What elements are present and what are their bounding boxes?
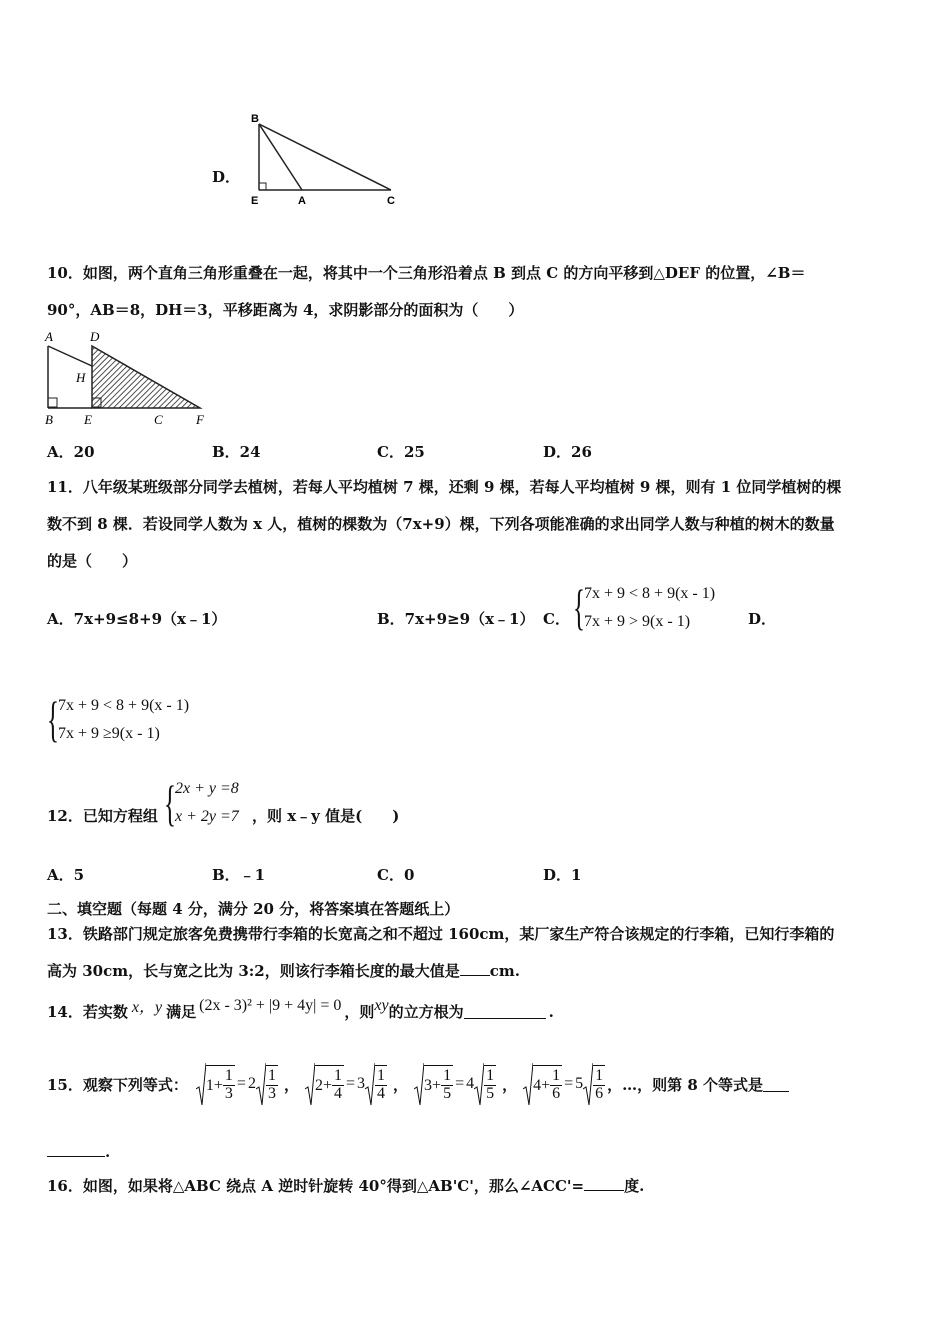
q15-eq-2: 2 + $\frac{1}{4}$ = 3 $\frac{1}{4}$ <box>305 1061 387 1107</box>
q10-label-h: H <box>76 370 86 385</box>
q13-answer-blank[interactable] <box>460 961 490 976</box>
q15-eq-4: 4 + $\frac{1}{6}$ = 5 $\frac{1}{6}$ <box>523 1061 605 1107</box>
q16-line <box>47 1175 644 1196</box>
q14-post: ，则 <box>344 1003 375 1021</box>
q10-option-c[interactable]: C．25 <box>377 443 425 461</box>
q11-option-d-ineq2: 7x + 9 ≥9(x - 1) <box>58 725 160 742</box>
q15-eq4-den: 6 <box>552 1085 561 1102</box>
q14-xy: xy <box>374 996 389 1014</box>
q11-option-d-ineq1: 7x + 9 < 8 + 9(x - 1) <box>58 697 190 714</box>
q14-prefix: 14．若实数 <box>47 1003 128 1021</box>
q15-eq3-coef: 4 <box>466 1075 475 1092</box>
q11-line2: 数不到 8 棵．若设同学人数为 x 人，植树的棵数为（7x+9）棵，下列各项能准确的求出同学人数与种植的树木的数量 <box>47 515 835 533</box>
fig-d-triangle <box>245 110 405 210</box>
q15-answer-blank-1[interactable] <box>763 1077 789 1092</box>
q10-label-b: B <box>45 412 53 427</box>
q11-option-d-label[interactable]: D． <box>748 610 777 628</box>
q12-eq2: x + 2y =7 <box>175 808 239 825</box>
q15-eq4-rden: 6 <box>595 1085 604 1102</box>
q15-eq3-num: 1 <box>443 1067 452 1085</box>
q15-eq2-rnum: 1 <box>377 1067 386 1085</box>
q10-figure <box>40 328 215 428</box>
q15-tail: ，…，则第 8 个等式是 <box>607 1075 764 1094</box>
q11-line1: 11．八年级某班级部分同学去植树，若每人平均植树 7 棵，还剩 9 棵，若每人平均植树 9 棵，则有 1 位同学植树的棵 <box>47 478 842 496</box>
q15-eq4-rnum: 1 <box>595 1067 604 1085</box>
q16-end: 度. <box>624 1177 645 1195</box>
q15-prefix: 15．观察下列等式： <box>47 1075 188 1094</box>
fig-d-option-label: D． <box>212 168 241 186</box>
q15-eq-1: 1 + $\frac{1}{3}$ = 2 $\frac{1}{3}$ <box>196 1061 278 1107</box>
q15-eq-3: 3 + $\frac{1}{5}$ = 4 $\frac{1}{5}$ <box>414 1061 496 1107</box>
q14-expr: (2x - 3)² + |9 + 4y| = 0 <box>199 996 342 1014</box>
q13-line2-text: 高为 30cm，长与宽之比为 3:2，则该行李箱长度的最大值是 <box>47 962 460 980</box>
q11-option-d-brace: { <box>47 691 59 747</box>
fig-d-label-c: C <box>387 195 395 207</box>
q10-line1: 10．如图，两个直角三角形重叠在一起，将其中一个三角形沿着点 B 到点 C 的方向平移到△DEF 的位置，∠B＝ <box>47 264 806 282</box>
q15-eq3-rden: 5 <box>486 1085 495 1102</box>
q15-line2 <box>47 1142 110 1161</box>
fig-d-label-b: B <box>251 113 259 125</box>
q12-option-b[interactable]: B．﹣1 <box>212 866 266 884</box>
q15-eq2-int: 2 <box>314 1076 323 1094</box>
q11-option-a[interactable]: A．7x+9≤8+9（x﹣1） <box>47 610 227 628</box>
q15-eq1-rden: 3 <box>267 1085 276 1102</box>
q12-option-c[interactable]: C．0 <box>377 866 415 884</box>
q12-eq1: 2x + y =8 <box>175 780 239 797</box>
q10-option-d[interactable]: D．26 <box>543 443 592 461</box>
q16-answer-blank[interactable] <box>584 1176 624 1191</box>
q10-line2: 90°，AB＝8，DH＝3，平移距离为 4，求阴影部分的面积为（ ） <box>47 301 524 319</box>
q15-eq2-rden: 4 <box>377 1085 386 1102</box>
fig-d-label-e: E <box>251 195 259 207</box>
q12-brace: { <box>164 775 176 831</box>
q12-option-d[interactable]: D．1 <box>543 866 582 884</box>
q15-end: . <box>105 1143 111 1161</box>
q15-eq3-rnum: 1 <box>486 1067 495 1085</box>
q13-line2 <box>47 960 520 981</box>
q15-eq3-den: 5 <box>443 1085 452 1102</box>
q12-option-a[interactable]: A．5 <box>47 866 85 884</box>
q12-prefix: 12．已知方程组 <box>47 807 158 825</box>
q13-line1: 13．铁路部门规定旅客免费携带行李箱的长宽高之和不超过 160cm，某厂家生产符合该规定的行李箱，已知行李箱的 <box>47 925 835 943</box>
q10-label-e: E <box>84 412 92 427</box>
q10-label-a: A <box>45 329 53 344</box>
q10-label-f: F <box>196 412 204 427</box>
q14-end: . <box>548 1002 554 1021</box>
q15-eq1-coef: 2 <box>247 1075 256 1092</box>
q15-eq1-num: 1 <box>224 1067 233 1085</box>
q15-eq1-int: 1 <box>205 1076 214 1094</box>
q10-label-c: C <box>154 412 163 427</box>
q11-option-b[interactable]: B．7x+9≥9（x﹣1） <box>377 610 535 628</box>
q15-eq4-int: 4 <box>533 1076 542 1094</box>
q10-option-a[interactable]: A．20 <box>47 443 95 461</box>
q15-eq3-int: 3 <box>424 1076 433 1094</box>
q16-text: 16．如图，如果将△ABC 绕点 A 逆时针旋转 40°得到△AB'C'，那么∠ACC'= <box>47 1177 585 1195</box>
q11-option-c-label[interactable]: C． <box>543 610 570 628</box>
q10-label-d: D <box>90 329 100 344</box>
q14-line <box>47 996 554 1023</box>
q12-suffix: ，则 x﹣y 值是( ) <box>252 807 400 825</box>
q11-option-c-ineq2: 7x + 9 > 9(x - 1) <box>584 613 691 630</box>
q14-vars: x，y <box>131 999 163 1016</box>
q11-option-c-brace: { <box>573 579 585 635</box>
q15-eq2-coef: 3 <box>357 1075 366 1092</box>
q14-mid: 满足 <box>166 1003 197 1021</box>
q15-eq1-den: 3 <box>224 1085 233 1102</box>
q15-eq1-rnum: 1 <box>267 1067 276 1085</box>
q15-eq2-den: 4 <box>333 1085 342 1102</box>
q13-unit: cm. <box>489 962 520 980</box>
section-heading: 二、填空题（每题 4 分，满分 20 分，将答案填在答题纸上） <box>47 900 460 918</box>
q14-post2: 的立方根为 <box>388 1003 464 1021</box>
q15-eq4-coef: 5 <box>575 1075 584 1092</box>
q15-eq2-num: 1 <box>333 1067 342 1085</box>
q14-answer-blank[interactable] <box>464 1004 546 1019</box>
q11-line3: 的是（ ） <box>47 552 138 570</box>
q15-eq4-num: 1 <box>552 1067 561 1085</box>
q15-line: 15．观察下列等式： 1 + $\frac{1}{3}$ = 2 $\frac{1}{3}$ ， 2 + $\frac{1}{4}$ = 3 $\frac{1}{4}$ ， 3 + $\frac{1}{5}$ = 4 $\frac{1}{5}$ ， 4 + $\frac{1}{6}$ = 5 $\frac{1}{6}$ ，…，则第 8 个等式是 <box>47 1058 789 1110</box>
q11-option-c-ineq1: 7x + 9 < 8 + 9(x - 1) <box>584 585 716 602</box>
q15-answer-blank-2[interactable] <box>47 1142 105 1157</box>
q10-option-b[interactable]: B．24 <box>212 443 261 461</box>
fig-d-label-a: A <box>298 195 306 207</box>
